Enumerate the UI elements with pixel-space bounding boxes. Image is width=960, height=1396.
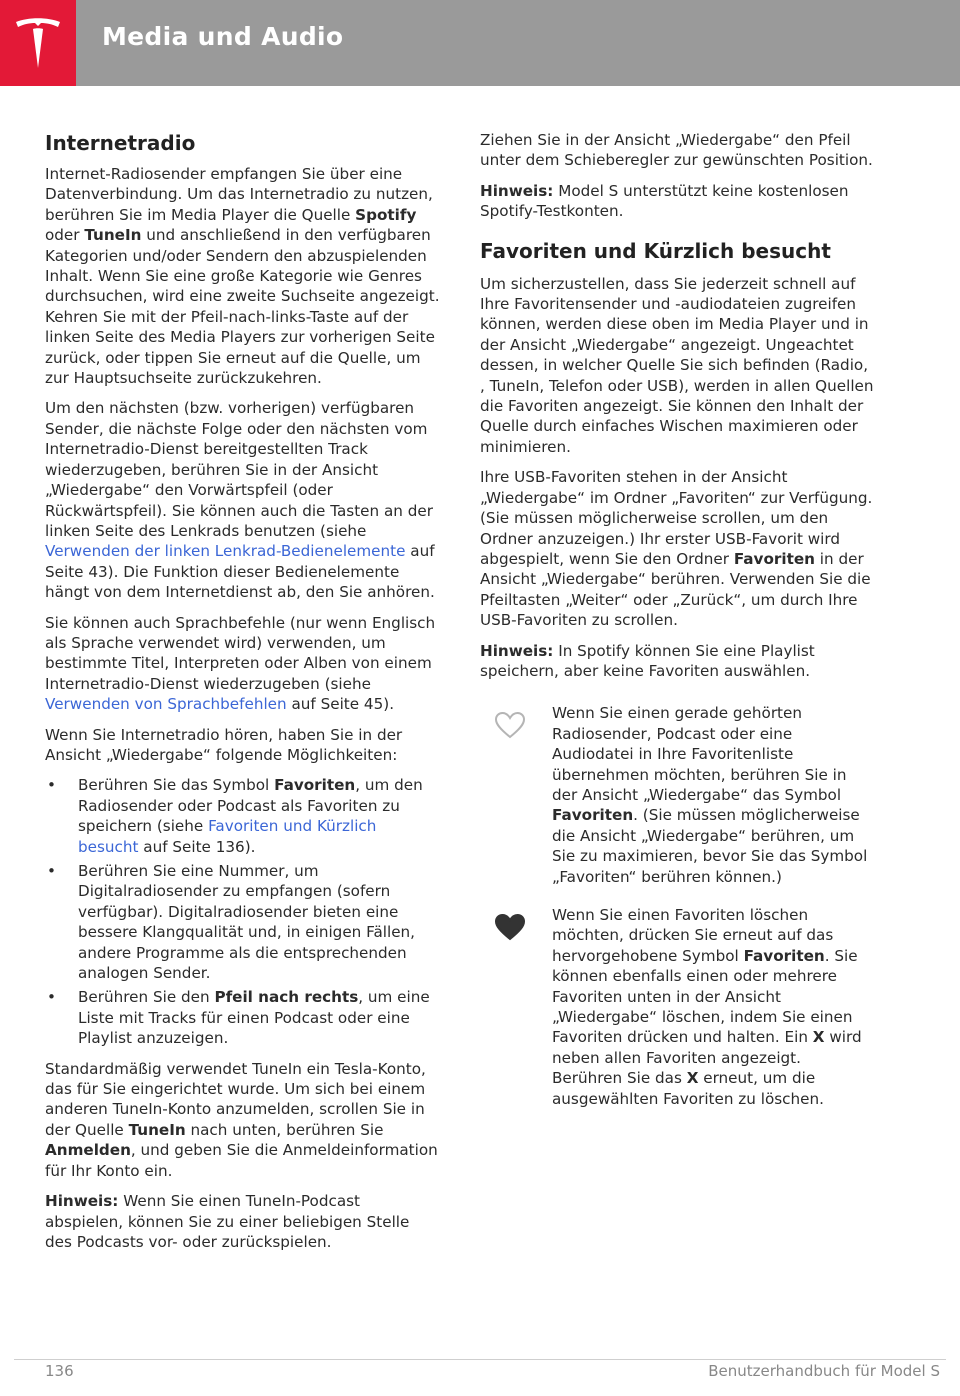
list-item: • Berühren Sie eine Nummer, um Digitalradiosender zu empfangen (sofern verfügbar). Digitalradiosender bieten eine bessere Klangqualität und, in einigen Fällen, andere Programme als die entsprechenden analogen Sender. [45, 861, 440, 983]
note: Hinweis: Model S unterstützt keine kostenlosen Spotify-Testkonten. [480, 181, 849, 221]
paragraph: Internet-Radiosender empfangen Sie über eine Datenverbindung. Um das Internetradio zu nutzen, berühren Sie im Media Player die Quelle Spotify oder TuneIn und anschließend in den verfügbaren Kategorien und/oder Sendern den abzuspielenden Inhalt. Wenn Sie eine große Kategorie wie Genres durchsuchen, wird eine zweite Suchseite angezeigt. Kehren Sie mit der Pfeil-nach-links-Taste auf der linken Seite des Media Players zur vorherigen Seite zurück, oder tippen Sie erneut auf die Quelle, um zur Hauptsuchseite zurückzukehren. [45, 165, 440, 388]
manual-title: Benutzerhandbuch für Model S [708, 1362, 940, 1380]
note-text: Wenn Sie einen gerade gehörten Radiosender, Podcast oder eine Audiodatei in Ihre Favoritenliste übernehmen möchten, berühren Sie in der Ansicht „Wiedergabe“ das Symbol Favoriten. (Sie müssen möglicherweise die Ansicht „Wiedergabe“ berühren, um Sie zu maximieren, bevor Sie das Symbol „Favoriten“ berühren können.) [552, 704, 868, 886]
link-voice-commands[interactable]: Verwenden von Sprachbefehlen [45, 695, 287, 714]
paragraph: Wenn Sie Internetradio hören, haben Sie in der Ansicht „Wiedergabe“ folgende Möglichkeiten: [45, 725, 403, 764]
paragraph: Sie können auch Sprachbefehle (nur wenn Englisch als Sprache verwendet wird) verwenden, um bestimmte Titel, Interpreten oder Alben von einem Internetradio-Dienst wiederzugeben (siehe Verwenden von Sprachbefehlen auf Seite 45). [45, 613, 436, 714]
left-column [45, 130, 440, 1262]
paragraph: Um sicherzustellen, dass Sie jederzeit schnell auf Ihre Favoritensender und -audiodateien zugreifen können, werden diese oben im Media Player und in der Ansicht „Wiedergabe“ angezeigt. Ungeachtet dessen, in welcher Quelle Sie sich befinden (Radio, , TuneIn, Telefon oder USB), werden in allen Quellen die Favoriten angezeigt. Sie können den Inhalt der Quelle durch einfaches Wischen maximieren oder minimieren. [480, 274, 874, 456]
footer-divider [14, 1359, 946, 1360]
paragraph: Um den nächsten (bzw. vorherigen) verfügbaren Sender, die nächste Folge oder den nächsten vom Internetradio-Dienst bereitgestellten Track wiederzugeben, berühren Sie in der Ansicht „Wiedergabe“ den Vorwärtspfeil (oder Rückwärtspfeil). Sie können auch die Tasten an der linken Seite des Lenkrads benutzen (siehe Verwenden der linken Lenkrad-Bedienelemente auf Seite 43). Die Funktion dieser Bedienelemente hängt von dem Internetdienst ab, den Sie anhören. [45, 399, 435, 602]
section-title: Media und Audio [102, 22, 344, 51]
page-header [0, 0, 960, 86]
tesla-logo-icon [14, 17, 62, 69]
heart-filled-icon [494, 913, 526, 946]
favorite-add-note [480, 703, 875, 887]
tesla-logo [0, 0, 76, 86]
list-item: • Berühren Sie den Pfeil nach rechts, um eine Liste mit Tracks für einen Podcast oder eine Playlist anzuzeigen. [45, 987, 440, 1048]
option-list [45, 775, 440, 1048]
note: Hinweis: Wenn Sie einen TuneIn-Podcast abspielen, können Sie zu einer beliebigen Stelle des Podcasts vor- oder zurückspielen. [45, 1192, 410, 1251]
note-text: Wenn Sie einen Favoriten löschen möchten, drücken Sie erneut auf das hervorgehobene Symbol Favoriten. Sie können ebenfalls einen oder mehrere Favoriten unten in der Ansicht „Wiedergabe“ löschen, indem Sie einen Favoriten drücken und halten. Ein X wird neben allen Favoriten angezeigt. Berühren Sie das X erneut, um die ausgewählten Favoriten zu löschen. [552, 906, 862, 1108]
paragraph: Ihre USB-Favoriten stehen in der Ansicht „Wiedergabe“ im Ordner „Favoriten“ zur Verfügung. (Sie müssen möglicherweise scrollen, um den Ordner anzuzeigen.) Ihr erster USB-Favorit wird abgespielt, wenn Sie den Ordner Favoriten in der Ansicht „Wiedergabe“ berühren. Verwenden Sie die Pfeiltasten „Weiter“ oder „Zurück“, um durch Ihre USB-Favoriten zu scrollen. [480, 468, 873, 630]
internetradio-heading: Internetradio [45, 131, 196, 155]
page-number: 136 [45, 1362, 74, 1380]
favorites-heading: Favoriten und Kürzlich besucht [480, 238, 831, 263]
right-column [480, 130, 875, 1109]
paragraph: Ziehen Sie in der Ansicht „Wiedergabe“ den Pfeil unter dem Schieberegler zur gewünschten Position. [480, 131, 873, 170]
favorite-remove-note [480, 905, 875, 1109]
note: Hinweis: In Spotify können Sie eine Playlist speichern, aber keine Favoriten auswählen. [480, 641, 815, 680]
heart-outline-icon [494, 711, 526, 744]
link-favorites[interactable]: Favoriten und Kürzlich besucht [78, 817, 377, 856]
link-steering-wheel-controls[interactable]: Verwenden der linken Lenkrad-Bedienelemente [45, 542, 406, 561]
list-item: • Berühren Sie das Symbol Favoriten, um den Radiosender oder Podcast als Favoriten zu speichern (siehe Favoriten und Kürzlich besucht auf Seite 136). [45, 775, 440, 857]
paragraph: Standardmäßig verwendet TuneIn ein Tesla-Konto, das für Sie eingerichtet wurde. Um sich bei einem anderen TuneIn-Konto anzumelden, scrollen Sie in der Quelle TuneIn nach unten, berühren Sie Anmelden, und geben Sie die Anmeldeinformation für Ihr Konto ein. [45, 1059, 438, 1180]
